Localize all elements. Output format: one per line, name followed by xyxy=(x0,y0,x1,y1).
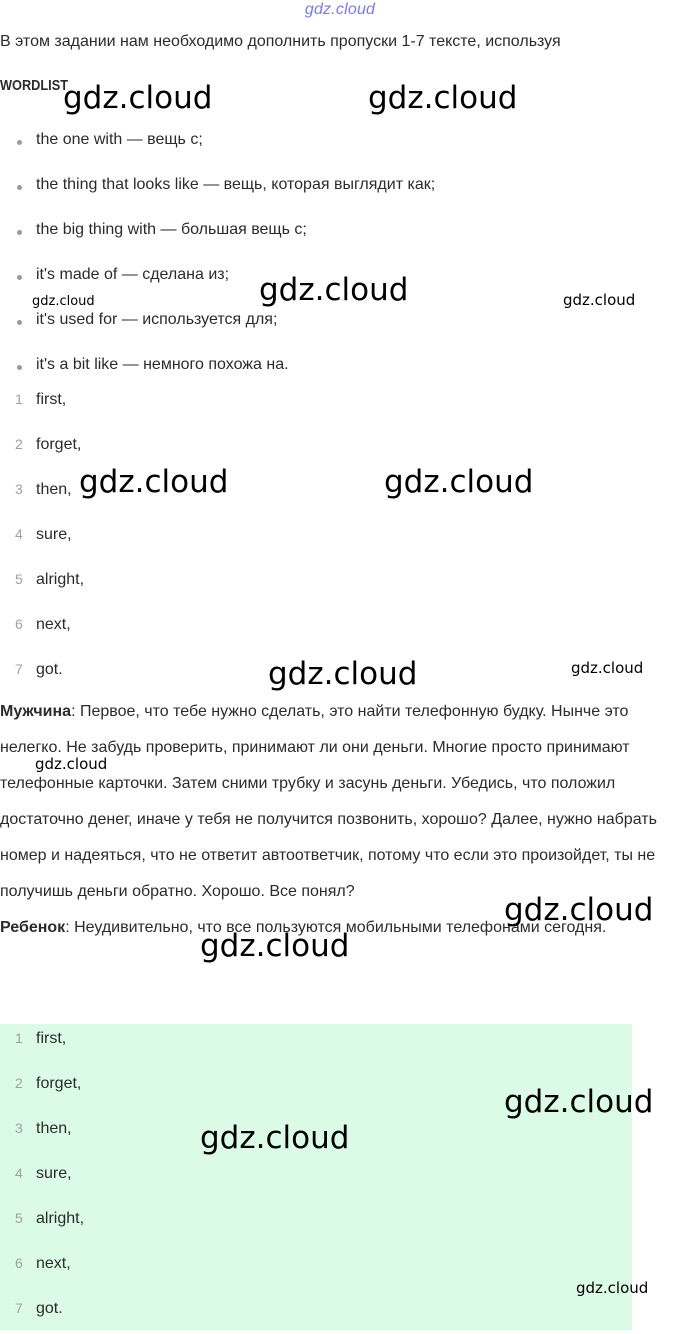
answer-item xyxy=(0,1199,680,1244)
item-number: 4 xyxy=(15,1165,23,1181)
wordlist-item-text: it's made of — сделана из; xyxy=(36,266,230,283)
wordlist-item-text: it's used for — используется для; xyxy=(36,311,278,328)
item-number: 2 xyxy=(15,1075,23,1091)
watermark: gdz.cloud xyxy=(79,464,229,500)
watermark: gdz.cloud xyxy=(563,291,636,309)
man-text: : Первое, что тебе нужно сделать, это найти телефонную будку. Нынче это нелегко. Не забудь проверить, принимают ли они деньги. Многие просто принимают телефонные карточки. Затем сними трубку и засунь деньги. Убедись, что положил достаточно денег, иначе у тебя не получится позвонить, хорошо? Далее, нужно набрать номер и надеяться, что не ответит автоответчик, потому что если это произойдет, ты не получишь деньги обратно. Хорошо. Все понял? xyxy=(0,703,657,900)
item-word: alright, xyxy=(36,571,85,588)
list-item xyxy=(0,605,680,650)
watermark: gdz.cloud xyxy=(504,1084,654,1120)
speaker-man: Мужчина xyxy=(0,703,72,720)
watermark: gdz.cloud xyxy=(259,272,409,308)
item-number: 5 xyxy=(15,1210,23,1226)
item-number: 6 xyxy=(15,616,23,632)
wordlist-item-text: the thing that looks like — вещь, которая выглядит как; xyxy=(36,176,436,193)
bullet-icon xyxy=(17,230,22,235)
bullet-icon xyxy=(17,275,22,280)
man-line xyxy=(0,694,680,910)
item-number: 7 xyxy=(15,1300,23,1316)
bullet-icon xyxy=(17,185,22,190)
watermark: gdz.cloud xyxy=(200,928,350,964)
item-number: 4 xyxy=(15,526,23,542)
site-header-link[interactable]: gdz.cloud xyxy=(304,1,376,18)
watermark: gdz.cloud xyxy=(576,1279,649,1297)
watermark: gdz.cloud xyxy=(32,294,95,309)
wordlist-item xyxy=(0,209,680,254)
item-number: 1 xyxy=(15,391,23,407)
answer-item xyxy=(0,1154,680,1199)
wordlist-item-text: the big thing with — большая вещь с; xyxy=(36,221,307,238)
item-word: first, xyxy=(36,391,67,408)
child-text: : Неудивительно, что все пользуются мобильными телефонами сегодня. xyxy=(65,919,607,936)
answer-item xyxy=(0,1019,680,1064)
bullet-icon xyxy=(17,320,22,325)
item-number: 1 xyxy=(15,1030,23,1046)
item-number: 5 xyxy=(15,571,23,587)
bullet-icon xyxy=(17,365,22,370)
speaker-child: Ребенок xyxy=(0,919,66,936)
wordlist-heading: WORDLIST xyxy=(0,77,68,94)
watermark: gdz.cloud xyxy=(504,892,654,928)
bullet-icon xyxy=(17,140,22,145)
item-word: forget, xyxy=(36,436,82,453)
item-word: forget, xyxy=(36,1075,82,1092)
item-word: got. xyxy=(36,661,63,678)
item-number: 3 xyxy=(15,481,23,497)
list-item xyxy=(0,560,680,605)
item-word: next, xyxy=(36,1255,71,1272)
item-number: 7 xyxy=(15,661,23,677)
task-intro: В этом задании нам необходимо дополнить пропуски 1-7 тексте, используя xyxy=(0,33,561,50)
watermark: gdz.cloud xyxy=(268,656,418,692)
list-item xyxy=(0,515,680,560)
wordlist-item-text: the one with — вещь с; xyxy=(36,131,203,148)
wordlist-item-text: it's a bit like — немного похожа на. xyxy=(36,356,289,373)
watermark: gdz.cloud xyxy=(368,80,518,116)
numbered-list xyxy=(0,380,680,695)
item-word: first, xyxy=(36,1030,67,1047)
item-number: 3 xyxy=(15,1120,23,1136)
item-word: alright, xyxy=(36,1210,85,1227)
item-word: got. xyxy=(36,1300,63,1317)
wordlist-item xyxy=(0,164,680,209)
item-word: sure, xyxy=(36,1165,72,1182)
list-item xyxy=(0,380,680,425)
watermark: gdz.cloud xyxy=(63,80,213,116)
watermark: gdz.cloud xyxy=(571,659,644,677)
item-word: sure, xyxy=(36,526,72,543)
item-number: 2 xyxy=(15,436,23,452)
watermark: gdz.cloud xyxy=(200,1120,350,1156)
watermark: gdz.cloud xyxy=(384,464,534,500)
item-word: then, xyxy=(36,1120,72,1137)
wordlist xyxy=(0,119,680,389)
item-word: then, xyxy=(36,481,72,498)
watermark: gdz.cloud xyxy=(35,755,108,773)
item-word: next, xyxy=(36,616,71,633)
wordlist-item xyxy=(0,119,680,164)
item-number: 6 xyxy=(15,1255,23,1271)
